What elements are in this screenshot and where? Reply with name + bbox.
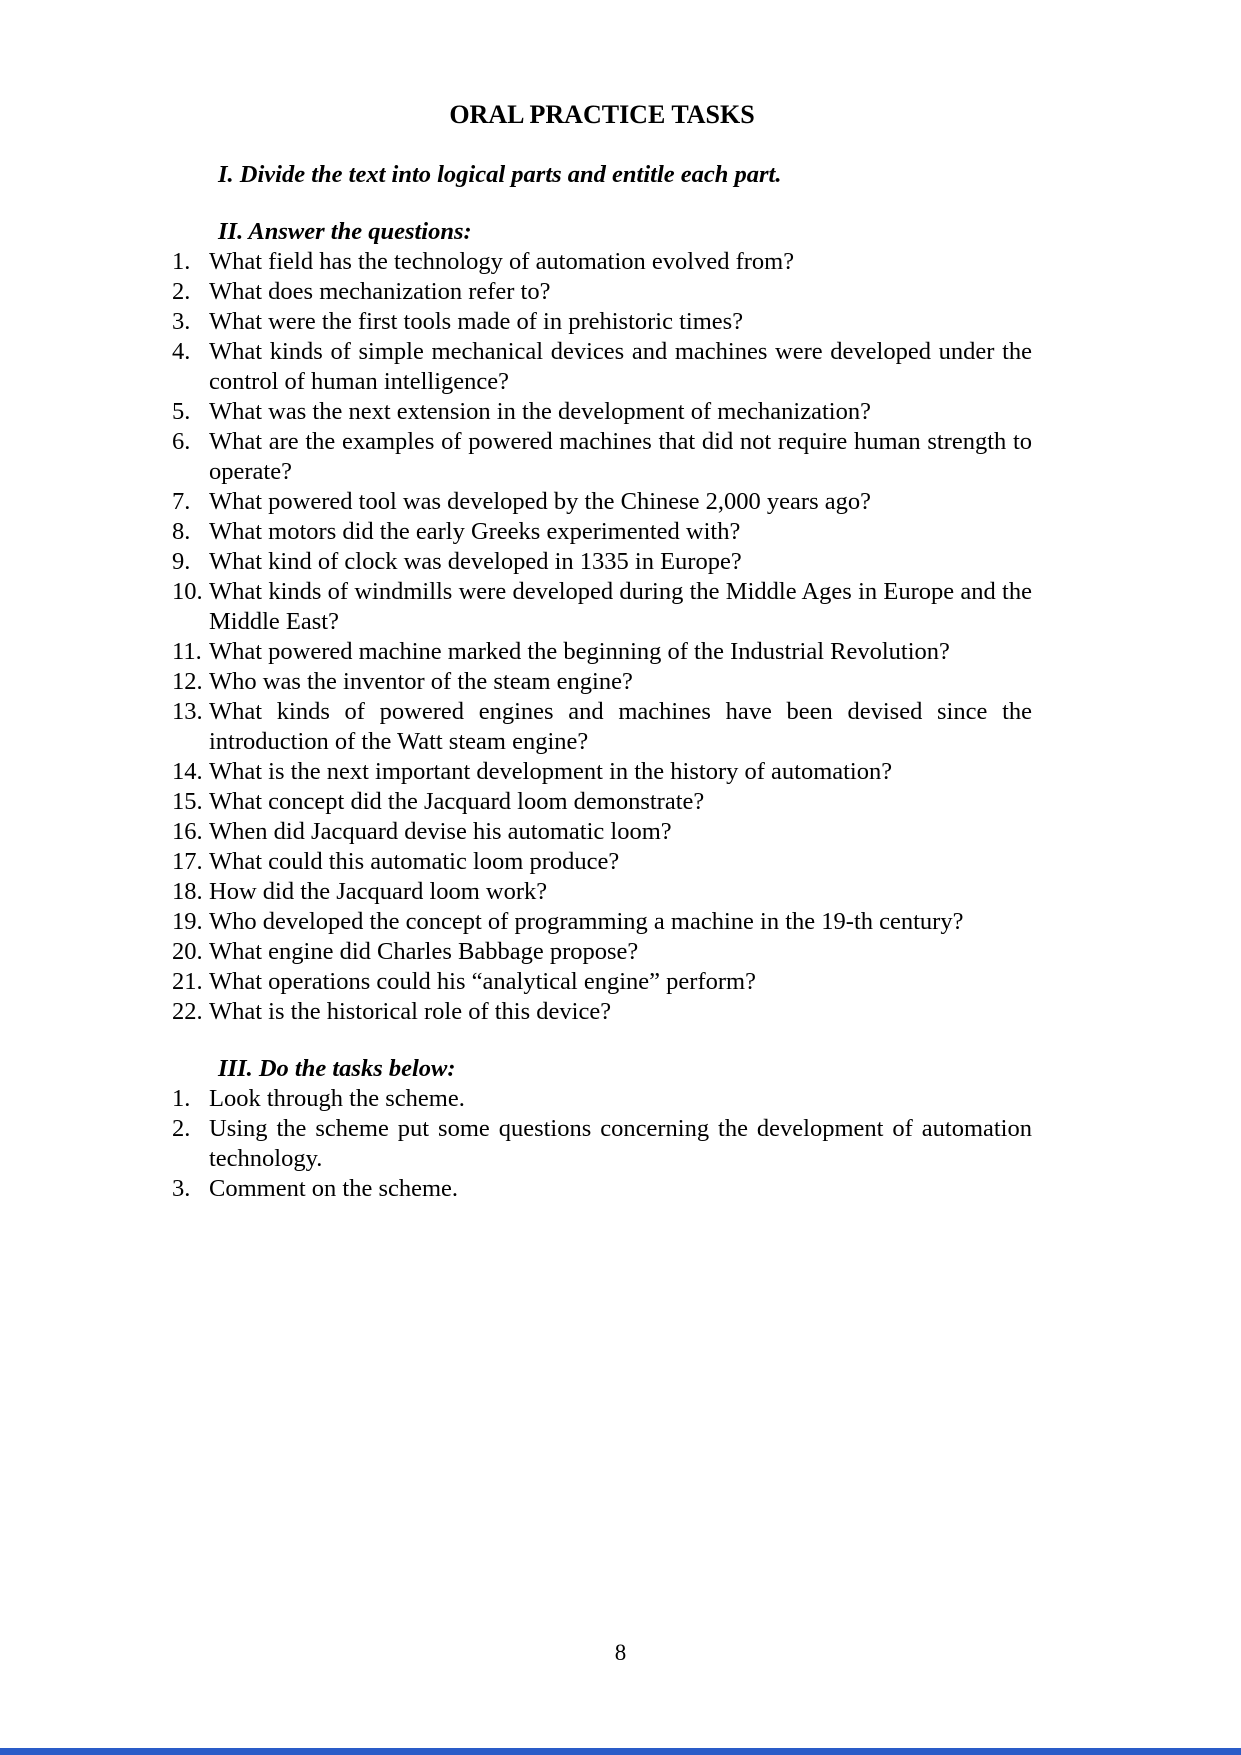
list-item-number: 22. — [172, 998, 203, 1025]
list-item — [172, 1084, 1032, 1114]
sections-container — [172, 160, 1032, 1204]
list-item-text: What is the historical role of this device? — [209, 998, 612, 1025]
list-item-number: 10. — [172, 578, 203, 605]
list-item-text: Using the scheme put some questions concerning the development of automation technology. — [209, 1115, 1032, 1172]
list-item-text: What kinds of windmills were developed during the Middle Ages in Europe and the Middle East? — [209, 578, 1032, 635]
list-item-text: Who developed the concept of programming a machine in the 19-th century? — [209, 908, 964, 935]
list-item — [172, 247, 1032, 277]
list-item — [172, 847, 1032, 877]
list-item-text: What powered tool was developed by the Chinese 2,000 years ago? — [209, 488, 871, 515]
section-heading: II. Answer the questions: — [218, 218, 472, 245]
list-item — [172, 517, 1032, 547]
list-item — [172, 397, 1032, 427]
section-heading: III. Do the tasks below: — [218, 1055, 456, 1082]
list-item — [172, 967, 1032, 997]
list-item-text: What concept did the Jacquard loom demonstrate? — [209, 788, 705, 815]
list-item — [172, 1114, 1032, 1174]
list-item — [172, 757, 1032, 787]
list-item-number: 8. — [172, 518, 191, 545]
list-item-number: 6. — [172, 428, 191, 455]
list-item — [172, 487, 1032, 517]
list-item-number: 17. — [172, 848, 203, 875]
question-list — [172, 247, 1032, 1027]
list-item — [172, 667, 1032, 697]
list-item-number: 15. — [172, 788, 203, 815]
list-item-text: What are the examples of powered machines that did not require human strength to operate? — [209, 428, 1032, 485]
list-item-text: What could this automatic loom produce? — [209, 848, 620, 875]
section-heading: I. Divide the text into logical parts and entitle each part. — [218, 161, 782, 188]
list-item — [172, 577, 1032, 637]
list-item-number: 20. — [172, 938, 203, 965]
list-item — [172, 997, 1032, 1027]
list-item-text: Comment on the scheme. — [209, 1175, 459, 1202]
list-item-number: 14. — [172, 758, 203, 785]
list-item-text: What powered machine marked the beginning of the Industrial Revolution? — [209, 638, 950, 665]
list-item-number: 11. — [172, 638, 202, 665]
page-title: ORAL PRACTICE TASKS — [449, 100, 755, 129]
list-item-text: What field has the technology of automation evolved from? — [209, 248, 795, 275]
list-item-number: 3. — [172, 308, 191, 335]
list-item — [172, 307, 1032, 337]
list-item-number: 9. — [172, 548, 191, 575]
list-item-text: What operations could his “analytical engine” perform? — [209, 968, 756, 995]
list-item-number: 19. — [172, 908, 203, 935]
list-item-number: 18. — [172, 878, 203, 905]
list-item — [172, 547, 1032, 577]
list-item-text: What kinds of powered engines and machines have been devised since the introduction of the Watt steam engine? — [209, 698, 1032, 755]
list-item-text: What is the next important development in the history of automation? — [209, 758, 893, 785]
list-item-number: 3. — [172, 1175, 191, 1202]
list-item — [172, 427, 1032, 487]
list-item-text: What motors did the early Greeks experimented with? — [209, 518, 741, 545]
list-item-number: 5. — [172, 398, 191, 425]
question-list — [172, 1084, 1032, 1204]
list-item — [172, 907, 1032, 937]
list-item-text: Who was the inventor of the steam engine? — [209, 668, 633, 695]
list-item-text: How did the Jacquard loom work? — [209, 878, 548, 905]
list-item-text: What were the first tools made of in prehistoric times? — [209, 308, 744, 335]
list-item — [172, 697, 1032, 757]
list-item-number: 21. — [172, 968, 203, 995]
page-number: 8 — [614, 1640, 627, 1665]
list-item — [172, 877, 1032, 907]
list-item-text: When did Jacquard devise his automatic loom? — [209, 818, 672, 845]
list-item-number: 7. — [172, 488, 191, 515]
list-item — [172, 637, 1032, 667]
list-item-number: 12. — [172, 668, 203, 695]
list-item — [172, 817, 1032, 847]
list-item-number: 4. — [172, 338, 191, 365]
list-item — [172, 277, 1032, 307]
list-item-text: What engine did Charles Babbage propose? — [209, 938, 639, 965]
list-item-text: What does mechanization refer to? — [209, 278, 551, 305]
list-item — [172, 937, 1032, 967]
list-item-text: What kinds of simple mechanical devices and machines were developed under the control of human intelligence? — [209, 338, 1032, 395]
list-item-number: 2. — [172, 278, 191, 305]
list-item-number: 13. — [172, 698, 203, 725]
bottom-accent-bar — [0, 1748, 1241, 1755]
list-item-text: What kind of clock was developed in 1335 in Europe? — [209, 548, 742, 575]
list-item-number: 2. — [172, 1115, 191, 1142]
list-item — [172, 787, 1032, 817]
list-item-text: What was the next extension in the development of mechanization? — [209, 398, 871, 425]
list-item — [172, 337, 1032, 397]
list-item-number: 1. — [172, 1085, 191, 1112]
list-item-number: 16. — [172, 818, 203, 845]
list-item-text: Look through the scheme. — [209, 1085, 465, 1112]
list-item-number: 1. — [172, 248, 191, 275]
list-item — [172, 1174, 1032, 1204]
